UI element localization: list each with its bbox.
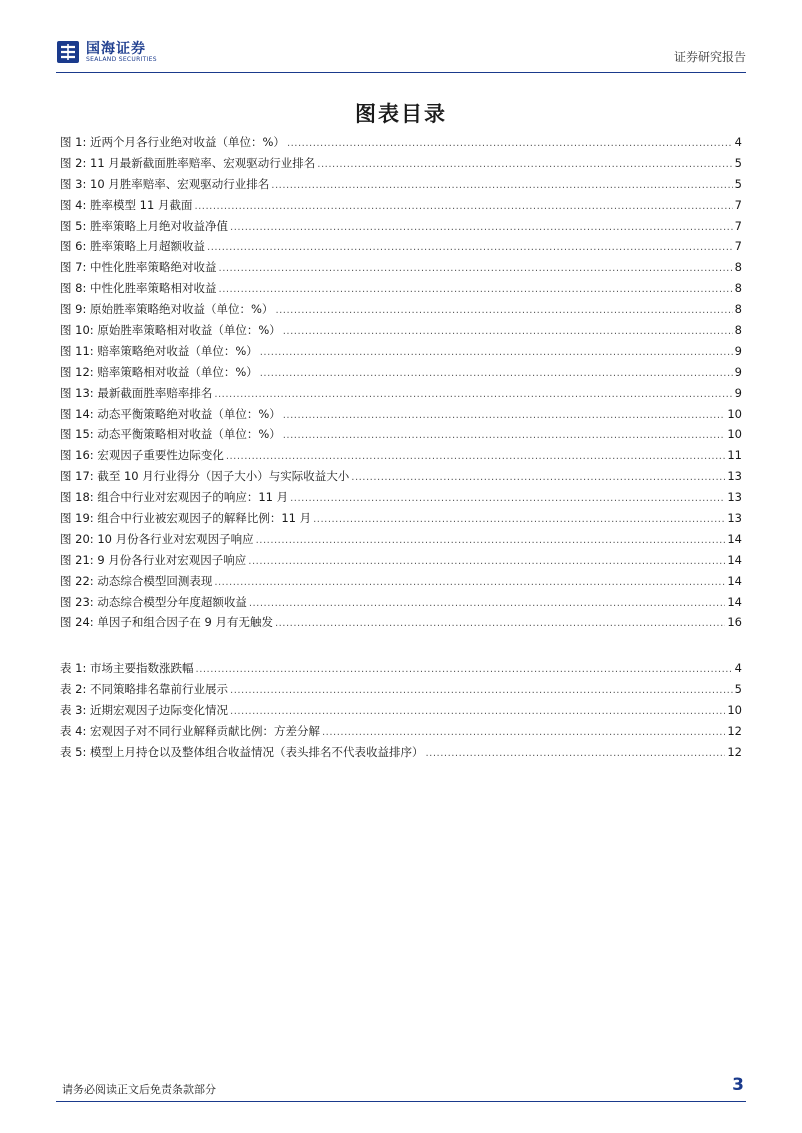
figure-toc-entry-label: 图 21: 9 月份各行业对宏观因子响应 <box>60 552 247 567</box>
table-toc-entry-label: 表 5: 模型上月持仓以及整体组合收益情况（表头排名不代表收益排序） <box>60 744 424 759</box>
figure-toc-entry[interactable] <box>60 197 742 218</box>
figure-toc-entry[interactable] <box>60 489 742 510</box>
toc-title: 图表目录 <box>355 101 447 126</box>
table-toc-entry-page: 12 <box>727 723 742 738</box>
dot-leader <box>219 263 733 274</box>
dot-leader <box>260 347 733 358</box>
figure-toc-entry[interactable] <box>60 238 742 259</box>
dot-leader <box>219 284 733 295</box>
figure-toc-entry-page: 13 <box>727 490 742 505</box>
figure-toc-entry-label: 图 12: 赔率策略相对收益（单位：%） <box>60 364 258 379</box>
figure-toc-entry-page: 14 <box>727 531 742 546</box>
figure-index-list <box>60 134 742 635</box>
figure-toc-entry-page: 7 <box>734 197 742 212</box>
figure-toc-entry[interactable] <box>60 385 742 406</box>
dot-leader <box>196 664 733 675</box>
figure-toc-entry-label: 图 9: 原始胜率策略绝对收益（单位：%） <box>60 302 274 317</box>
table-toc-entry-page: 10 <box>727 702 742 717</box>
figure-toc-entry[interactable] <box>60 468 742 489</box>
table-toc-entry[interactable] <box>60 702 742 723</box>
table-toc-entry-label: 表 4: 宏观因子对不同行业解释贡献比例：方差分解 <box>60 723 320 738</box>
table-toc-entry[interactable] <box>60 660 742 681</box>
dot-leader <box>290 493 725 504</box>
dot-leader <box>283 410 726 421</box>
figure-toc-entry-page: 10 <box>727 406 742 421</box>
figure-toc-entry-label: 图 10: 原始胜率策略相对收益（单位：%） <box>60 323 281 338</box>
figure-toc-entry-label: 图 14: 动态平衡策略绝对收益（单位：%） <box>60 406 281 421</box>
figure-toc-entry-label: 图 1: 近两个月各行业绝对收益（单位：%） <box>60 135 285 149</box>
figure-toc-entry[interactable] <box>60 176 742 197</box>
figure-toc-entry-label: 图 13: 最新截面胜率赔率排名 <box>60 385 213 400</box>
figure-toc-entry[interactable] <box>60 155 742 176</box>
figure-toc-entry-page: 8 <box>734 260 742 275</box>
brand-name-cn: 国海证券 <box>86 41 146 57</box>
figure-toc-entry-label: 图 6: 胜率策略上月超额收益 <box>60 239 206 254</box>
footer-disclaimer: 请务必阅读正文后免责条款部分 <box>62 1083 216 1096</box>
figure-toc-entry-label: 图 5: 胜率策略上月绝对收益净值 <box>60 218 229 233</box>
dot-leader <box>426 748 726 759</box>
page-header <box>56 34 746 73</box>
dot-leader <box>313 514 725 525</box>
table-toc-entry[interactable] <box>60 744 742 765</box>
figure-toc-entry[interactable] <box>60 134 742 155</box>
figure-toc-entry-page: 10 <box>727 427 742 442</box>
table-toc-entry-page: 4 <box>734 661 742 675</box>
figure-toc-entry-page: 14 <box>727 594 742 609</box>
figure-toc-entry[interactable] <box>60 406 742 427</box>
figure-toc-entry[interactable] <box>60 322 742 343</box>
figure-toc-entry[interactable] <box>60 301 742 322</box>
figure-toc-entry-page: 5 <box>734 176 742 191</box>
figure-toc-entry[interactable] <box>60 552 742 573</box>
figure-toc-entry-page: 14 <box>727 552 742 567</box>
figure-toc-entry[interactable] <box>60 343 742 364</box>
dot-leader <box>287 138 733 149</box>
figure-toc-entry-page: 11 <box>727 448 742 463</box>
figure-toc-entry-page: 8 <box>734 281 742 296</box>
dot-leader <box>194 201 732 212</box>
dot-leader <box>271 180 732 191</box>
figure-toc-entry-label: 图 23: 动态综合模型分年度超额收益 <box>60 594 247 609</box>
figure-toc-entry[interactable] <box>60 594 742 615</box>
figure-toc-entry[interactable] <box>60 510 742 531</box>
figure-toc-entry-label: 图 24: 单因子和组合因子在 9 月有无触发 <box>60 615 273 630</box>
dot-leader <box>248 556 725 567</box>
figure-toc-entry-page: 9 <box>734 385 742 400</box>
table-toc-entry[interactable] <box>60 681 742 702</box>
dot-leader <box>207 242 733 253</box>
figure-toc-entry-page: 5 <box>734 155 742 170</box>
table-toc-entry-page: 5 <box>734 681 742 696</box>
dot-leader <box>275 305 732 316</box>
figure-toc-entry-page: 9 <box>734 343 742 358</box>
figure-toc-entry[interactable] <box>60 259 742 280</box>
figure-toc-entry[interactable] <box>60 426 742 447</box>
dot-leader <box>283 430 726 441</box>
dot-leader <box>260 368 733 379</box>
dot-leader <box>226 451 726 462</box>
table-index-list <box>60 660 742 764</box>
figure-toc-entry-label: 图 17: 截至 10 月行业得分（因子大小）与实际收益大小 <box>60 469 350 484</box>
figure-toc-entry-page: 16 <box>727 615 742 630</box>
figure-toc-entry-page: 7 <box>734 239 742 254</box>
figure-toc-entry-label: 图 15: 动态平衡策略相对收益（单位：%） <box>60 427 281 442</box>
dot-leader <box>230 222 733 233</box>
figure-toc-entry-label: 图 22: 动态综合模型回测表现 <box>60 573 213 588</box>
figure-toc-entry-label: 图 3: 10 月胜率赔率、宏观驱动行业排名 <box>60 176 270 191</box>
figure-toc-entry[interactable] <box>60 447 742 468</box>
figure-toc-entry-page: 9 <box>734 364 742 379</box>
table-toc-entry-label: 表 1: 市场主要指数涨跌幅 <box>60 661 194 675</box>
dot-leader <box>351 472 725 483</box>
figure-toc-entry[interactable] <box>60 531 742 552</box>
table-toc-entry-page: 12 <box>727 744 742 759</box>
dot-leader <box>283 326 733 337</box>
figure-toc-entry[interactable] <box>60 573 742 594</box>
sealand-logo-icon <box>56 40 80 64</box>
figure-toc-entry-label: 图 18: 组合中行业对宏观因子的响应：11 月 <box>60 490 289 505</box>
figure-toc-entry-label: 图 11: 赔率策略绝对收益（单位：%） <box>60 343 258 358</box>
page-number: 3 <box>732 1075 744 1095</box>
table-toc-entry-label: 表 2: 不同策略排名靠前行业展示 <box>60 681 229 696</box>
figure-toc-entry-page: 7 <box>734 218 742 233</box>
dot-leader <box>317 159 732 170</box>
figure-toc-entry-label: 图 8: 中性化胜率策略相对收益 <box>60 281 217 296</box>
dot-leader <box>214 577 725 588</box>
figure-toc-entry-label: 图 4: 胜率模型 11 月截面 <box>60 197 193 212</box>
table-toc-entry[interactable] <box>60 723 742 744</box>
dot-leader <box>322 727 725 738</box>
figure-toc-entry[interactable] <box>60 614 742 635</box>
figure-toc-entry-page: 13 <box>727 469 742 484</box>
figure-toc-entry[interactable] <box>60 218 742 239</box>
figure-toc-entry-page: 4 <box>734 135 742 149</box>
table-toc-entry-label: 表 3: 近期宏观因子边际变化情况 <box>60 702 229 717</box>
dot-leader <box>249 598 726 609</box>
figure-toc-entry-page: 8 <box>734 302 742 317</box>
dot-leader <box>256 535 726 546</box>
dot-leader <box>230 706 725 717</box>
figure-toc-entry-label: 图 20: 10 月份各行业对宏观因子响应 <box>60 531 254 546</box>
dot-leader <box>275 618 725 629</box>
figure-toc-entry-label: 图 16: 宏观因子重要性边际变化 <box>60 448 224 463</box>
brand-name-en: SEALAND SECURITIES <box>86 56 157 63</box>
figure-toc-entry-page: 8 <box>734 323 742 338</box>
figure-toc-entry-page: 13 <box>727 511 742 526</box>
figure-toc-entry[interactable] <box>60 280 742 301</box>
dot-leader <box>230 685 733 696</box>
figure-toc-entry-label: 图 19: 组合中行业被宏观因子的解释比例：11 月 <box>60 511 312 526</box>
figure-toc-entry-page: 14 <box>727 573 742 588</box>
footer-divider <box>56 1101 746 1102</box>
dot-leader <box>214 389 732 400</box>
figure-toc-entry-label: 图 7: 中性化胜率策略绝对收益 <box>60 260 217 275</box>
figure-toc-entry[interactable] <box>60 364 742 385</box>
figure-toc-entry-label: 图 2: 11 月最新截面胜率赔率、宏观驱动行业排名 <box>60 155 316 170</box>
report-type-label: 证券研究报告 <box>673 50 746 64</box>
